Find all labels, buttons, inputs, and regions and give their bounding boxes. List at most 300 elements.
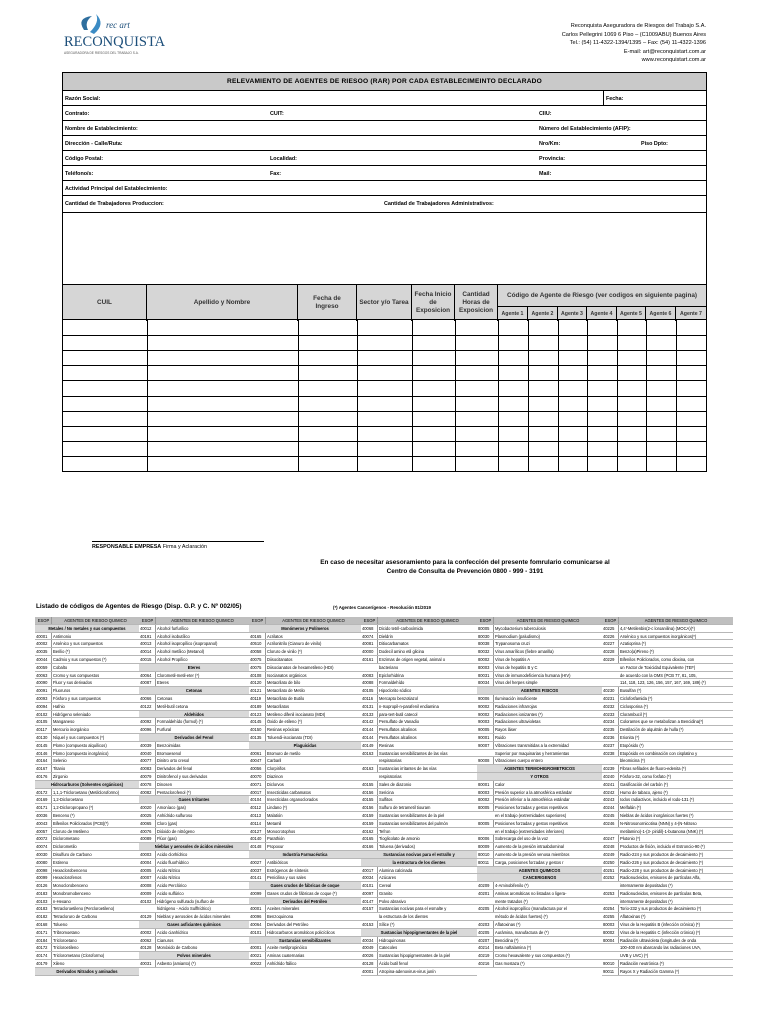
esop-code: 40128 [139,944,156,952]
code-list-item [249,648,361,656]
agent-name: en el trabajo (extremidades inferiores) [495,828,564,834]
code-list-item [477,742,602,750]
esop-code: 40057 [35,828,52,836]
agent-header: AGENTES DE RIESGO QUIMICO [516,618,580,623]
code-list-item [602,679,733,687]
agent-name: 4,4'-Metilenbis(2-c loroanilina) (MOCA)(*) [620,625,695,631]
esop-code: 40227 [602,640,619,648]
code-list-item [602,789,733,797]
agent-name: Vibraciones transmitidas a la extremidad [495,742,569,748]
agent-name: Acido Perclórico [157,883,187,889]
col-agente: Agente 5 [617,306,646,321]
agent-name: Posiciones forzadas y gestos repetitivos [495,820,568,826]
esop-code: 40229 [602,656,619,664]
agent-name: Formaldehído (formol) (*) [157,719,203,725]
esop-code: 40183 [35,890,52,898]
agent-name: Virus de inmunodeficiencia humana (HIV) [495,672,571,678]
esop-code: 40012 [139,625,156,633]
esop-code: 40126 [35,882,52,890]
esop-code: 40219 [477,952,494,960]
agent-name: Radiaciones ultravioletas [495,719,541,725]
esop-code: 40101 [361,882,378,890]
code-list-item [35,890,139,898]
code-list-item [477,672,602,680]
code-list-item [361,796,477,804]
esop-code: 40096 [249,913,266,921]
code-list-item [35,960,139,968]
agent-name: Nieblas de ácidos inorgánicos fuertes (*) [620,812,694,818]
code-list-header [602,617,733,625]
esop-code: 80009 [477,843,494,851]
esop-code: 40172 [35,944,52,952]
esop-code: 90005 [477,726,494,734]
esop-code: 40090 [35,679,52,687]
agent-name: Diisocianatos de hexametileno (HDI) [267,664,334,670]
agent-name: Clorambucil (*) [620,711,648,717]
code-list-item [35,937,139,945]
code-list-section: Industria Farmacéutica [249,851,361,859]
code-list-item [249,664,361,672]
code-list-item [361,703,477,711]
code-list-item [602,726,733,734]
grid-row-line [63,380,706,381]
agent-name: Cromo hexavalente y sus compuestos (*) [495,953,570,959]
esop-code: 40253 [602,890,619,898]
esop-code: 40099 [249,890,266,898]
code-list-item [361,742,477,750]
esop-code: 40249 [602,851,619,859]
agent-name: Diclorometano [53,836,80,842]
grid-col-line [558,320,559,471]
code-list-section: AGENTES QUIMICOS [477,867,602,875]
agent-name: Diazinon [267,773,283,779]
rar-form [62,72,707,472]
localidad-label: Localidad: [270,156,297,162]
code-list-item [602,890,733,898]
agent-name: Benzo(a)Pireno (*) [620,649,654,655]
code-list-item [602,640,733,648]
agent-name: Insecticidas carbamatos [267,789,311,795]
agent-name: Antibióticos [267,859,288,865]
agents-code-list [35,617,733,1024]
esop-code: 40072 [35,835,52,843]
code-list-item [602,687,733,695]
form-row-actividad[interactable] [63,181,706,196]
code-list-item [602,968,733,976]
esop-code: 40080 [35,859,52,867]
esop-code: 40021 [249,952,266,960]
agent-name: Gases crudos de fábricas de coque (*) [267,890,337,896]
esop-code: 40005 [139,867,156,875]
esop-code: 40066 [139,695,156,703]
agent-name: Acido sulfúrico [157,890,184,896]
logo-name: RECONQUISTA [64,34,166,50]
esop-code: 40082 [139,789,156,797]
agent-header: AGENTES DE RIESGO QUIMICO [64,618,127,623]
esop-code: 40076 [139,828,156,836]
code-list-item [249,734,361,742]
agent-name: Dicido tetril-carboxímida [379,625,423,631]
esop-code: 40075 [249,664,266,672]
esop-code: 40252 [602,874,619,882]
code-list-item [477,944,602,952]
agent-header: AGENTES DE RIESGO QUIMICO [171,618,234,623]
esop-code: 40001 [249,905,266,913]
esop-code: 40232 [602,703,619,711]
form-row-trabajadores[interactable] [63,196,706,213]
code-list-item [35,828,139,836]
esop-code: 40214 [477,944,494,952]
agent-name: Posiciones forzadas y gestos repetitivos [495,805,568,811]
code-list-item [361,633,477,641]
code-list-item [139,789,249,797]
code-list-item [361,672,477,680]
code-list-item [249,921,361,929]
code-list-item [139,640,249,648]
code-list-item [361,898,477,906]
agent-name: bleomicina (*) [620,758,646,764]
esop-code: 40184 [35,937,52,945]
code-list-item [35,882,139,890]
agent-name: Radio-224 y sus productos de decaimiento (*) [620,851,704,857]
esop-code: 40161 [361,656,378,664]
agent-name: Radiaciones infrarrojas [495,703,537,709]
esop-code: 40203 [477,921,494,929]
code-list-item [477,796,602,804]
col-agente: Agente 7 [676,306,706,321]
col-agente: Agente 1 [498,306,528,321]
esop-code: 40031 [139,960,156,968]
code-list-item [361,789,477,797]
code-list-item [139,750,249,758]
agent-name: Enzimas de origen vegetal, animal o [379,656,445,662]
code-list-item [361,968,477,976]
code-list-item [602,882,733,890]
code-list-item [477,648,602,656]
code-list-item [361,734,477,742]
agent-name: Mercurio inorgánico [53,727,89,733]
code-list-section: Gases asfixiantes químicos [139,921,249,929]
esop-code: 80032 [477,648,494,656]
esop-code: 40165 [249,633,266,641]
code-list-item [139,929,249,937]
esop-code: 40089 [139,835,156,843]
code-list-section: Sustancias sensibilizantes [249,937,361,945]
code-list-item [249,640,361,648]
agent-name: metilamino)-1-(3- piridil)-1-butanona (NNK) (*) [620,828,704,834]
code-list-item [35,944,139,952]
esop-code: 40070 [249,773,266,781]
agent-name: Presión superior a la atmosférica estándar [495,789,572,795]
code-list-item [35,679,139,687]
esop-code: 40167 [35,765,52,773]
agent-header: AGENTES DE RIESGO QUIMICO [282,618,345,623]
code-list-section: Derivados del Fenol [139,734,249,742]
agent-name: Plomo (compuesto inorgánico) [53,750,109,756]
esop-code: 40079 [139,773,156,781]
agent-name: Isocianatos orgánicos [267,672,307,678]
code-list-item [249,859,361,867]
agent-name: Aumento de la presión venosa miembros [495,851,570,857]
code-list-item [361,874,477,882]
agent-name: Bifenilos Policlorados (PCB)(*) [53,820,109,826]
code-list-item [139,672,249,680]
esop-code: 40114 [249,820,266,828]
agent-name: Radio-226 y sus productos de decaimiento (*) [620,859,704,865]
esop-code: 40239 [602,765,619,773]
esop-code: 40049 [361,944,378,952]
consult-line: Centro de Consulta de Prevención 0800 - 999 - 3191 [386,567,544,575]
agent-name: Ditiocarbamatos [379,641,409,647]
agent-name: Dinitrofenol y sus derivados [157,773,208,779]
agent-name: Alcohol Propílico [157,656,188,662]
form-row-telefono[interactable] [63,166,706,181]
agent-name: Bromoesenol [157,750,182,756]
agent-name: Mycobacterium tuberculosis [495,625,546,631]
esop-code: 40117 [35,726,52,734]
esop-code: 40141 [249,874,266,882]
agent-name: para-tert-butil catecol [379,711,418,717]
esop-code: 80004 [602,937,619,945]
code-list-item [477,781,602,789]
grid-row-line [63,411,706,412]
esop-code: 40243 [602,796,619,804]
fax-label: Fax: [270,171,282,177]
esop-code: 80010 [477,851,494,859]
esop-code: 40056 [249,765,266,773]
form-row-cp[interactable] [63,151,706,166]
code-list-item [602,960,733,968]
code-list-item [35,750,139,758]
code-list-item [602,718,733,726]
esop-code: 40102 [139,898,156,906]
agent-name: Flúor (gas) [157,836,177,842]
esop-code: 40035 [35,648,52,656]
code-list-item [361,695,477,703]
code-list-column [35,617,139,976]
esop-code: 40002 [35,640,52,648]
agent-name: Virus de hepatitis A [495,656,530,662]
agent-name: Arsénico y sus compuestos [53,641,103,647]
code-list-item [35,905,139,913]
agent-name: Tefron [379,828,391,834]
esop-code: 40146 [35,750,52,758]
code-list-item [477,679,602,687]
code-list-item [477,789,602,797]
code-list-item [361,913,477,921]
grid-col-line [528,320,529,471]
agent-name: en el trabajo (extremidades superiores) [495,812,567,818]
agent-name: Rayos X y Radiación Gamma (*) [620,968,680,974]
form-row-contrato[interactable] [63,106,706,121]
code-list-column [249,617,361,968]
agent-name: Metacrilatos [267,703,290,709]
esop-code: 40105 [35,718,52,726]
agent-name: Propoxur [267,844,284,850]
esop-code: 40228 [602,648,619,656]
esop-code: 40251 [602,867,619,875]
code-list-item [602,835,733,843]
code-list-item [139,812,249,820]
esop-code: 40159 [361,812,378,820]
code-list-item [35,820,139,828]
agent-name: Triclorometano (Cloroformo) [53,953,105,959]
code-list-item [35,687,139,695]
code-list-item [139,820,249,828]
agent-name: Nieblas y aerosoles de ácidos minerales [157,914,231,920]
agent-name: Bifenilos Policlorados, como dioxina, con [620,656,695,662]
code-list-item [477,929,602,937]
telefono-label: Teléfono/s: [65,171,94,177]
code-list-item [602,648,733,656]
esop-code: 40081 [361,640,378,648]
code-list-item [139,625,249,633]
agent-name: Xileno [53,961,65,967]
form-row-direccion[interactable] [63,136,706,151]
agent-name: Hidrógeno sulfurado (sulfuro de [157,898,215,904]
code-list-item [477,726,602,734]
code-list-item [361,921,477,929]
agent-name: Toluendi-isocianato (TDI) [267,734,313,740]
code-list-item [477,656,602,664]
agent-name: 4-Aminobifenilo (*) [495,883,529,889]
esop-code: 40020 [139,804,156,812]
code-list-item [602,929,733,937]
esop-code: 40097 [361,890,378,898]
grid-col-line [498,320,499,471]
company-info [562,22,706,65]
consult-note [300,559,630,576]
esop-code: 40166 [361,843,378,851]
agent-name: Colorantes que se metabolizan a Bencidina(*) [620,719,704,725]
agent-name: Alcohol isobutílico [157,633,190,639]
grid-row-line [63,350,706,351]
agent-name: Virus de la Hepatitis B (infección crónica) (*) [620,922,701,928]
esop-code: 40153 [361,921,378,929]
code-list-item [35,718,139,726]
agent-name: Vibraciones cuerpo entero [495,758,543,764]
esop-code: 40022 [249,960,266,968]
piso-label: Piso Dpto: [641,141,668,147]
agent-name: Hidrocarburos aromáticos policíclicos [267,929,335,935]
agent-name: Anhídrido ftálico [267,961,297,967]
code-list-item [249,812,361,820]
code-list-item [139,633,249,641]
trab-prod-label: Cantidad de Trabajadores Produccion: [65,201,164,207]
agent-name: Alcohol isopropílico (manufactura por el [495,906,567,912]
agent-name: Dióxido de nitrógeno [157,828,195,834]
form-row-razon[interactable] [63,91,706,106]
agent-name: Aurámina, manufactura de (*) [495,929,549,935]
esop-code: 40083 [139,765,156,773]
code-list-item [361,640,477,648]
agent-name: 114, 118, 123, 126, 156, 157, 167, 169, 189) (*) [620,680,706,686]
esop-code: 40156 [361,789,378,797]
agent-name: Tetracloroetileno (Percloroetileno) [53,906,115,912]
agent-name: Asbesto (amianto) (*) [157,961,196,967]
esop-code: 40149 [361,742,378,750]
company-line: E-mail: art@reconquistart.com.ar [623,48,706,55]
esop-code: 40103 [35,898,52,906]
code-list-item [139,781,249,789]
esop-code: 80034 [477,679,494,687]
agent-name: Metacrilato de Butilo [267,695,305,701]
code-list-item [139,679,249,687]
agent-name: Alumina calcinada [379,867,413,873]
agent-name: Tricloroetileno [53,945,79,951]
esop-code: 40017 [361,867,378,875]
agent-name: Óxido de etileno (*) [267,719,303,725]
code-list-item [477,859,602,867]
code-list-item [361,664,477,672]
grid-row-line [63,365,706,366]
esop-code: 40093 [35,695,52,703]
code-list-item [361,750,477,758]
agent-name: Persulfatos alcalinos [379,727,417,733]
agent-name: Catecoles [379,945,398,951]
form-row-establecimiento[interactable] [63,121,706,136]
esop-code: 40155 [361,781,378,789]
code-list-item [361,812,477,820]
esop-header: ESOP [139,617,156,625]
esop-code: 40147 [361,898,378,906]
code-list-section: Plaguicidas [249,742,361,750]
workers-grid[interactable] [63,320,706,471]
code-list-item [602,765,733,773]
esop-code: 40164 [35,757,52,765]
agent-name: Metamil [267,820,282,826]
agent-name: Gas mostaza (*) [495,961,525,967]
agent-name: Granito [379,890,393,896]
agent-name: Dinosen [157,781,173,787]
code-list-section: Monómeros y Polímeros [249,625,361,633]
code-list-item [139,726,249,734]
agent-name: Acrilonitrilo (Cianuro de vinilo) [267,641,322,647]
agent-name: Tioglicolato de amonio [379,836,420,842]
agent-name: Bencidina (*) [495,937,519,943]
esop-code: 40238 [602,750,619,758]
agent-name: Ciclosporina (*) [620,703,648,709]
agent-name: respiratorias [379,773,402,779]
agent-name: Cetonas [157,695,173,701]
esop-code: 40201 [477,890,494,898]
ciiu-label: CIIU: [539,111,552,117]
code-list-item [361,625,477,633]
agent-name: Cadmio y sus compuestos (*) [53,656,107,662]
grid-row-line [63,456,706,457]
grid-col-line [357,320,358,471]
esop-code: 40163 [361,765,378,773]
code-list-item [139,695,249,703]
esop-code: 40171 [35,804,52,812]
esop-code: 40001 [361,968,378,976]
esop-code: 40155 [361,796,378,804]
esop-code: 40255 [602,913,619,921]
agent-name: Manganeso [53,719,75,725]
agent-name: Benzoquinona [267,914,294,920]
code-list-item [602,633,733,641]
agent-name: Fibras sefilades de fluoro-edenita (*) [620,766,686,772]
esop-code: 80002 [477,796,494,804]
esop-code: 40098 [35,867,52,875]
grid-col-line [455,320,456,471]
code-list-item [139,905,249,913]
agent-name: n-Isopropil-n-parafenil endiamina [379,703,439,709]
agent-name: Destilación de alquitrán de hulla (*) [620,727,684,733]
code-list-item [602,820,733,828]
code-list-item [35,804,139,812]
code-list-item [477,882,602,890]
